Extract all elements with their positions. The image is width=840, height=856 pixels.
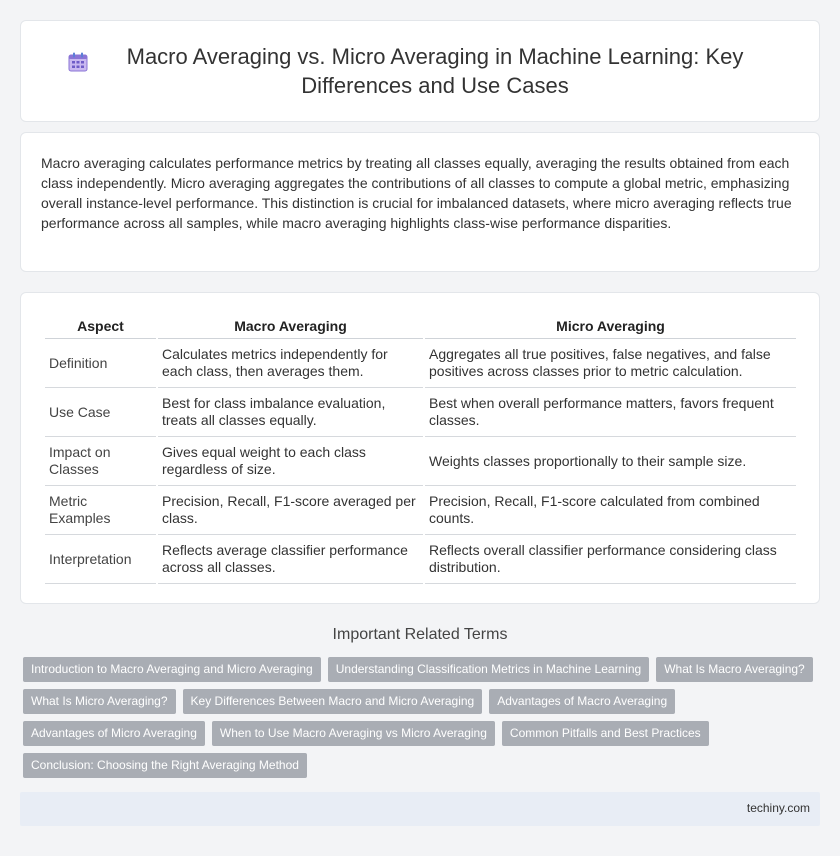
related-tag[interactable]: Common Pitfalls and Best Practices	[502, 721, 709, 746]
table-row	[45, 388, 796, 437]
row-aspect: Metric Examples	[45, 486, 156, 535]
row-aspect: Interpretation	[45, 535, 156, 584]
related-tag[interactable]: When to Use Macro Averaging vs Micro Averaging	[212, 721, 495, 746]
row-aspect: Impact on Classes	[45, 437, 156, 486]
row-macro: Precision, Recall, F1-score averaged per class.	[158, 486, 423, 535]
comparison-table	[43, 315, 798, 584]
footer	[20, 792, 820, 826]
related-tag[interactable]: What Is Macro Averaging?	[656, 657, 813, 682]
table-row	[45, 437, 796, 486]
footer-site: techiny.com	[746, 801, 810, 815]
header-macro: Macro Averaging	[158, 315, 423, 339]
related-terms-tags	[23, 657, 823, 778]
row-macro: Gives equal weight to each class regardless of size.	[158, 437, 423, 486]
table-row	[45, 486, 796, 535]
row-aspect: Definition	[45, 339, 156, 388]
title-card	[20, 20, 820, 122]
header-micro: Micro Averaging	[425, 315, 796, 339]
related-tag[interactable]: What Is Micro Averaging?	[23, 689, 176, 714]
row-micro: Aggregates all true positives, false negatives, and false positives across classes prior to metric calculation.	[425, 339, 796, 388]
related-tag[interactable]: Advantages of Micro Averaging	[23, 721, 205, 746]
row-macro: Best for class imbalance evaluation, treats all classes equally.	[158, 388, 423, 437]
comparison-table-card	[20, 292, 820, 604]
related-terms-heading: Important Related Terms	[332, 626, 508, 643]
calendar-grid-icon	[67, 51, 89, 73]
row-micro: Reflects overall classifier performance considering class distribution.	[425, 535, 796, 584]
intro-card	[20, 132, 820, 272]
row-aspect: Use Case	[45, 388, 156, 437]
related-tag[interactable]: Key Differences Between Macro and Micro Averaging	[183, 689, 483, 714]
row-micro: Weights classes proportionally to their sample size.	[425, 437, 796, 486]
row-macro: Reflects average classifier performance across all classes.	[158, 535, 423, 584]
row-macro: Calculates metrics independently for each class, then averages them.	[158, 339, 423, 388]
table-row	[45, 535, 796, 584]
related-tag[interactable]: Understanding Classification Metrics in Machine Learning	[328, 657, 649, 682]
related-tag[interactable]: Advantages of Macro Averaging	[489, 689, 675, 714]
intro-paragraph: Macro averaging calculates performance metrics by treating all classes equally, averaging the results obtained from each class independently. Micro averaging aggregates the contributions of all classes to compute a global metric, emphasizing overall instance-level performance. This distinction is crucial for imbalanced datasets, where micro averaging reflects true performance across all samples, while macro averaging highlights class-wise performance disparities.	[41, 155, 792, 231]
table-header-row	[45, 315, 796, 339]
related-tag[interactable]: Introduction to Macro Averaging and Micro Averaging	[23, 657, 321, 682]
header-aspect: Aspect	[45, 315, 156, 339]
related-tag[interactable]: Conclusion: Choosing the Right Averaging Method	[23, 753, 307, 778]
page-title: Macro Averaging vs. Micro Averaging in Machine Learning: Key Differences and Use Cases	[126, 44, 744, 98]
row-micro: Precision, Recall, F1-score calculated from combined counts.	[425, 486, 796, 535]
table-row	[45, 339, 796, 388]
row-micro: Best when overall performance matters, favors frequent classes.	[425, 388, 796, 437]
